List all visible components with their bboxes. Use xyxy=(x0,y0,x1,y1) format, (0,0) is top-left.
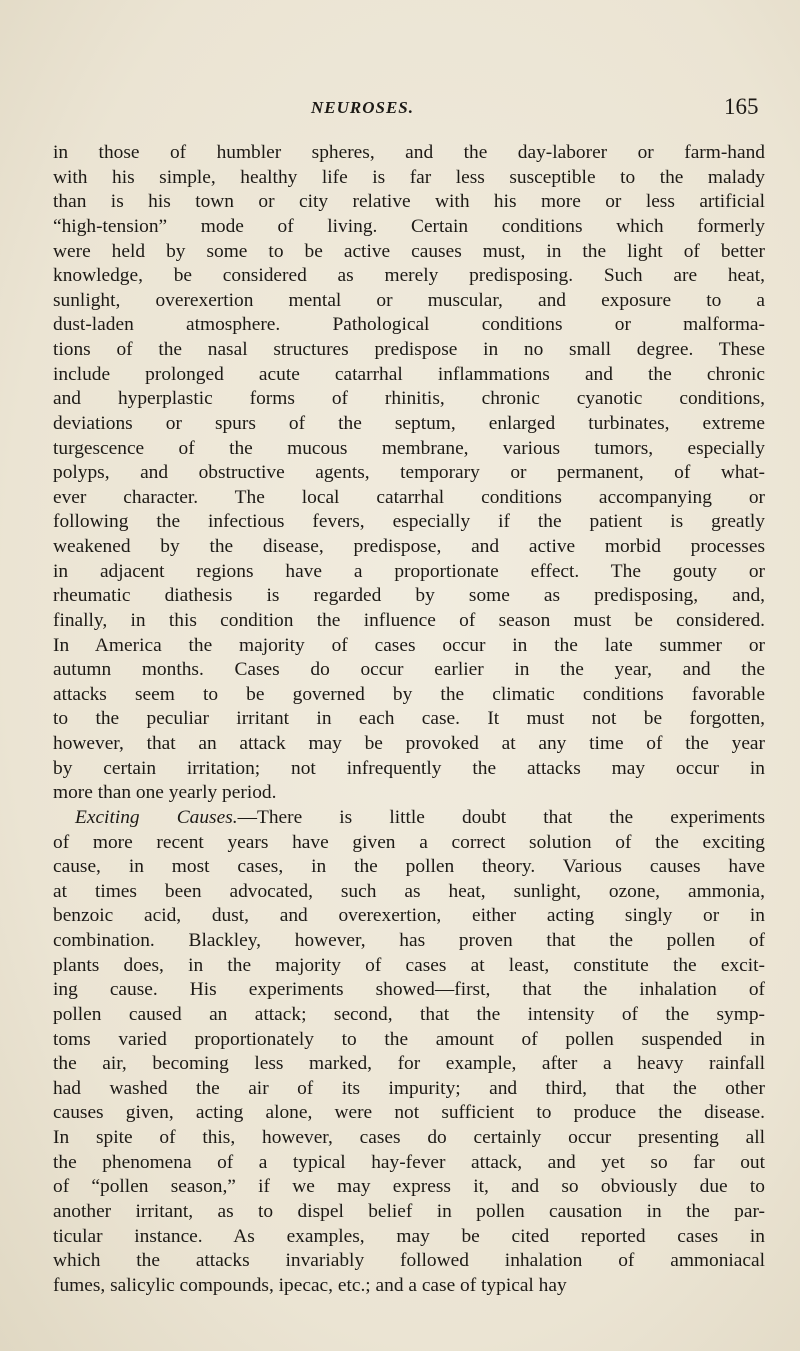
text-line: than is his town or city relative with his more or less artificial xyxy=(53,191,765,213)
text-line: dust-laden atmosphere. Pathological conditions or malforma- xyxy=(53,314,765,336)
text-line: with his simple, healthy life is far less susceptible to the malady xyxy=(53,166,765,188)
text-line: pollen caused an attack; second, that the intensity of the symp- xyxy=(53,1003,765,1025)
text-line: ing cause. His experiments showed—first, that the inhalation of xyxy=(53,979,765,1001)
section-heading: Exciting Causes. xyxy=(75,806,238,828)
text-line: fumes, salicylic compounds, ipecac, etc.; and a case of typical hay xyxy=(53,1274,567,1296)
page-header xyxy=(0,94,800,122)
text-line: plants does, in the majority of cases at least, constitute the excit- xyxy=(53,954,765,976)
text-line: toms varied proportionately to the amount of pollen suspended in xyxy=(53,1028,765,1050)
page-number: 165 xyxy=(724,94,759,119)
text-line: another irritant, as to dispel belief in pollen causation in the par- xyxy=(53,1200,765,1222)
text-line: in those of humbler spheres, and the day-laborer or farm-hand xyxy=(53,142,765,163)
text-line: to the peculiar irritant in each case. It must not be forgotten, xyxy=(53,708,765,730)
text-line: which the attacks invariably followed inhalation of ammoniacal xyxy=(53,1250,765,1272)
text-line: benzoic acid, dust, and overexertion, either acting singly or in xyxy=(53,905,765,927)
text-line: causes given, acting alone, were not sufficient to produce the disease. xyxy=(53,1102,765,1124)
text-line: In spite of this, however, cases do certainly occur presenting all xyxy=(53,1127,765,1148)
text-line: combination. Blackley, however, has proven that the pollen of xyxy=(53,930,765,951)
exciting-causes-line xyxy=(53,806,765,831)
text-line: at times been advocated, such as heat, sunlight, ozone, ammonia, xyxy=(53,880,765,902)
text-line: of more recent years have given a correct solution of the exciting xyxy=(53,831,765,853)
text-line: more than one yearly period. xyxy=(53,782,277,804)
text-line: and hyperplastic forms of rhinitis, chronic cyanotic conditions, xyxy=(53,388,765,410)
text-line: the phenomena of a typical hay-fever attack, and yet so far out xyxy=(53,1151,765,1173)
text-line: however, that an attack may be provoked at any time of the year xyxy=(53,733,765,754)
text-line-rest: —There is little doubt that the experiments xyxy=(237,806,765,828)
text-line: weakened by the disease, predispose, and active morbid processes xyxy=(53,536,765,557)
text-line: had washed the air of its impurity; and third, that the other xyxy=(53,1077,765,1099)
text-line: knowledge, be considered as merely predisposing. Such are heat, xyxy=(53,265,765,287)
text-line: ticular instance. As examples, may be cited reported cases in xyxy=(53,1225,765,1247)
text-line: ever character. The local catarrhal conditions accompanying or xyxy=(53,486,765,508)
text-line: following the infectious fevers, especially if the patient is greatly xyxy=(53,511,765,533)
text-line: by certain irritation; not infrequently the attacks may occur in xyxy=(53,757,765,779)
text-line: In America the majority of cases occur in the late summer or xyxy=(53,634,765,656)
text-line: polyps, and obstructive agents, temporary or permanent, of what- xyxy=(53,462,765,484)
text-line: the air, becoming less marked, for example, after a heavy rainfall xyxy=(53,1053,765,1075)
text-line: cause, in most cases, in the pollen theory. Various causes have xyxy=(53,856,765,878)
text-line: include prolonged acute catarrhal inflammations and the chronic xyxy=(53,363,765,385)
text-line: sunlight, overexertion mental or muscular, and exposure to a xyxy=(53,289,765,311)
text-line: “high-tension” mode of living. Certain conditions which formerly xyxy=(53,215,765,237)
text-line: turgescence of the mucous membrane, various tumors, especially xyxy=(53,437,765,459)
text-line: rheumatic diathesis is regarded by some as predisposing, and, xyxy=(53,585,765,607)
text-line: attacks seem to be governed by the climatic conditions favorable xyxy=(53,683,765,705)
text-line: autumn months. Cases do occur earlier in the year, and the xyxy=(53,659,765,681)
text-line: finally, in this condition the influence of season must be considered. xyxy=(53,609,765,631)
text-line: in adjacent regions have a proportionate effect. The gouty or xyxy=(53,560,765,582)
running-title: NEUROSES. xyxy=(311,98,415,117)
text-line: were held by some to be active causes must, in the light of better xyxy=(53,240,765,262)
body-text xyxy=(53,141,765,1298)
text-line: of “pollen season,” if we may express it, and so obviously due to xyxy=(53,1176,765,1198)
text-line: tions of the nasal structures predispose in no small degree. These xyxy=(53,339,765,360)
text-line: deviations or spurs of the septum, enlarged turbinates, extreme xyxy=(53,412,765,434)
